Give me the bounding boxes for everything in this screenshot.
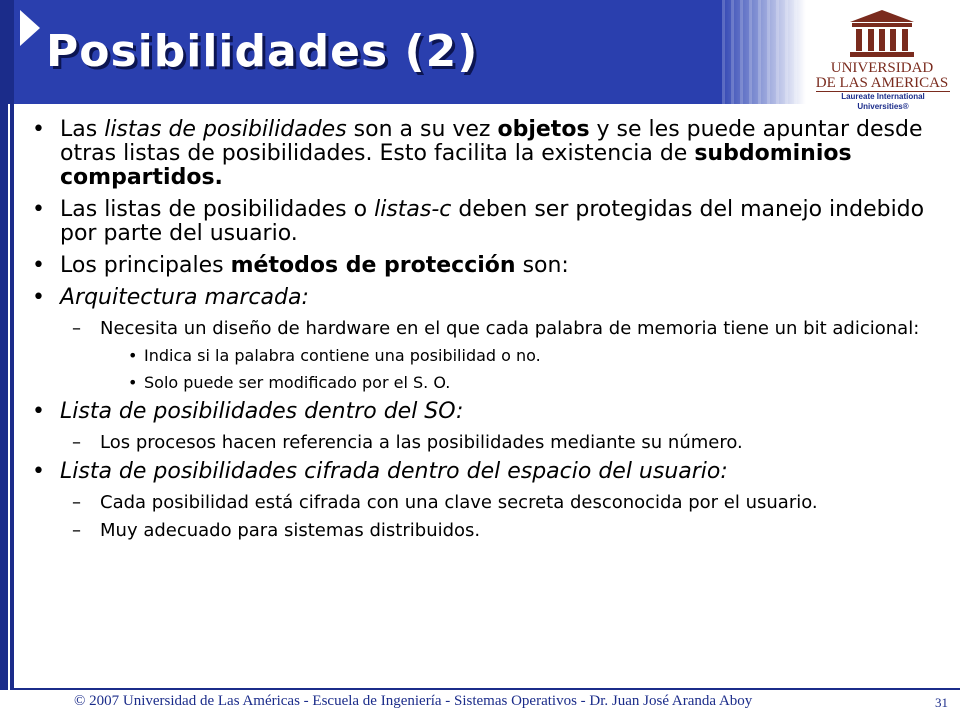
bullet-text: objetos xyxy=(497,117,590,142)
bullet-level-1 xyxy=(28,254,940,278)
bullet-level-2 xyxy=(28,318,940,339)
bullet-level-2 xyxy=(28,520,940,541)
left-accent-bar xyxy=(0,104,14,690)
bullet-text: Los procesos hacen referencia a las posibilidades mediante su número. xyxy=(100,432,743,453)
slide-title: Posibilidades (2) xyxy=(46,26,479,77)
footer-text: © 2007 Universidad de Las Américas - Escuela de Ingeniería - Sistemas Operativos - Dr. Juan José Aranda Aboy xyxy=(74,693,753,709)
bullet-text: subdominios compartidos. xyxy=(60,141,852,190)
bullet-text: Arquitectura marcada: xyxy=(60,285,309,310)
bullet-level-1 xyxy=(28,286,940,310)
bullet-text: son a su vez xyxy=(346,117,498,142)
slide-header xyxy=(0,0,960,111)
bullet-text: y se les puede apuntar desde otras listas de posibilidades. Esto facilita la existencia de xyxy=(60,117,923,166)
bullet-text: Las listas de posibilidades o xyxy=(60,197,375,222)
logo-line-2: DE LAS AMERICAS xyxy=(815,75,949,91)
bullet-text: deben ser protegidas del manejo indebido por parte del usuario. xyxy=(60,197,925,246)
bullet-text: Necesita un diseño de hardware en el que cada palabra de memoria tiene un bit adicional: xyxy=(100,318,920,339)
bullet-text: Lista de posibilidades cifrada dentro del espacio del usuario: xyxy=(60,459,728,484)
university-logo xyxy=(812,8,952,111)
bullet-text: Lista de posibilidades dentro del SO: xyxy=(60,399,464,424)
bullet-level-1 xyxy=(28,118,940,190)
bullet-level-3 xyxy=(28,373,940,393)
bullet-text: Indica si la palabra contiene una posibilidad o no. xyxy=(144,346,541,365)
bullet-level-1 xyxy=(28,400,940,424)
bullet-text: Los principales xyxy=(60,253,231,278)
bullet-text: Solo puede ser modificado por el S. O. xyxy=(144,373,451,392)
logo-line-1: UNIVERSIDAD xyxy=(830,60,934,76)
bullet-text: métodos de protección xyxy=(230,253,516,278)
logo-tagline: Laureate International Universities® xyxy=(816,91,950,102)
play-arrow-icon xyxy=(20,10,40,46)
bullet-text: listas de posibilidades xyxy=(104,117,347,142)
bullet-level-2 xyxy=(28,432,940,453)
bullet-text: listas-c xyxy=(374,197,452,222)
bullet-text: son: xyxy=(515,253,569,278)
footer-divider xyxy=(14,688,960,690)
left-accent-bar-top xyxy=(0,0,14,104)
bullet-text: Cada posibilidad está cifrada con una clave secreta desconocida por el usuario. xyxy=(100,492,818,513)
bullet-level-3 xyxy=(28,346,940,366)
bullet-level-2 xyxy=(28,492,940,513)
bullet-text: Muy adecuado para sistemas distribuidos. xyxy=(100,520,481,541)
bullet-level-1 xyxy=(28,460,940,484)
bullet-text: Las xyxy=(60,117,105,142)
header-stripes xyxy=(722,0,806,104)
bullet-list xyxy=(28,118,940,548)
page-number: 31 xyxy=(935,695,948,710)
building-icon xyxy=(812,8,952,60)
bullet-level-1 xyxy=(28,198,940,246)
